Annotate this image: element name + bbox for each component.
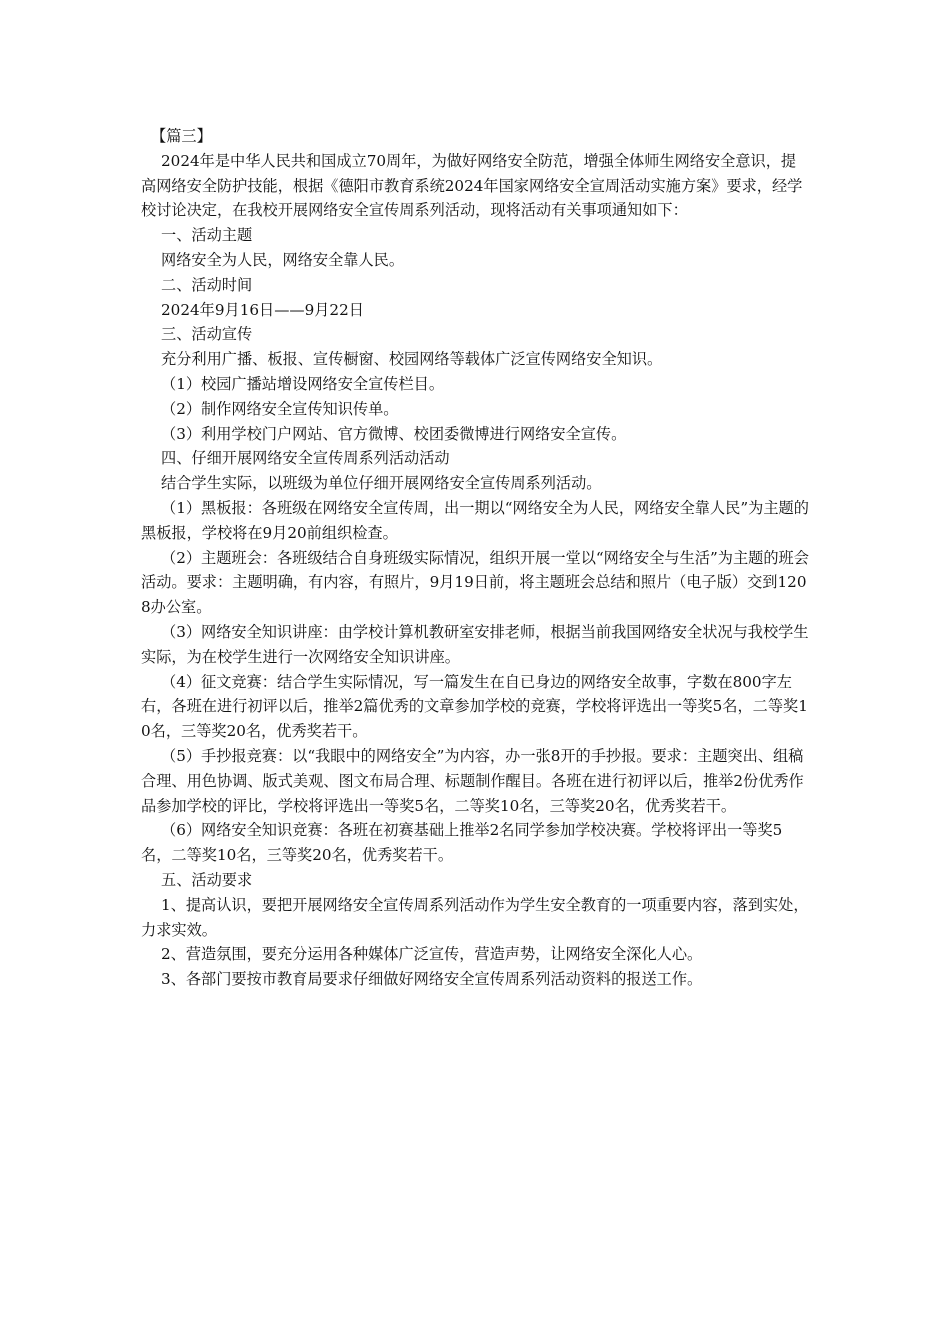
section-heading-time: 二、活动时间 [161,275,253,294]
activities-text: 结合学生实际，以班级为单位仔细开展网络安全宣传周系列活动。 [161,474,602,493]
activity-item: （6）网络安全知识竞赛：各班在初赛基础上推举2名同学参加学校决赛。学校将评出一等奖5名，二等奖10名，三等奖20名，优秀奖若干。 [141,821,783,865]
section-heading-requirements: 五、活动要求 [161,870,253,889]
section-heading-theme: 一、活动主题 [161,226,253,245]
section-heading-activities: 四、仔细开展网络安全宣传周系列活动活动 [161,449,450,468]
activity-item: （3）网络安全知识讲座：由学校计算机教研室安排老师，根据当前我国网络安全状况与我校学生实际，为在校学生进行一次网络安全知识讲座。 [141,622,809,666]
publicity-text: 充分利用广播、板报、宣传橱窗、校园网络等载体广泛宣传网络安全知识。 [161,350,663,369]
time-text: 2024年9月16日——9月22日 [161,300,364,319]
activity-item: （4）征文竞赛：结合学生实际情况，写一篇发生在自已身边的网络安全故事，字数在800字左右，各班在进行初评以后，推举2篇优秀的文章参加学校的竞赛，学校将评选出一等奖5名，二等奖10名，三等奖20名，优秀奖若干。 [141,672,808,741]
requirement-item: 3、各部门要按市教育局要求仔细做好网络安全宣传周系列活动资料的报送工作。 [161,970,703,989]
publicity-item: （1）校园广播站增设网络安全宣传栏目。 [161,374,445,393]
intro-paragraph: 2024年是中华人民共和国成立70周年，为做好网络安全防范，增强全体师生网络安全意识，提高网络安全防护技能，根据《德阳市教育系统2024年国家网络安全宣周活动实施方案》要求，经学校讨论决定，在我校开展网络安全宣传周系列活动，现将活动有关事项通知如下： [141,151,803,220]
activity-item: （2）主题班会：各班级结合自身班级实际情况，组织开展一堂以“网络安全与生活”为主题的班会活动。要求：主题明确，有内容，有照片，9月19日前，将主题班会总结和照片（电子版）交到1208办公室。 [141,548,809,617]
requirement-item: 1、提高认识，要把开展网络安全宣传周系列活动作为学生安全教育的一项重要内容，落到实处，力求实效。 [141,895,809,939]
document-title: 【篇三】 [151,127,212,145]
document-body [141,124,811,992]
requirement-item: 2、营造氛围，要充分运用各种媒体广泛宣传，营造声势，让网络安全深化人心。 [161,945,703,964]
publicity-item: （3）利用学校门户网站、官方微博、校团委微博进行网络安全宣传。 [161,424,627,443]
publicity-item: （2）制作网络安全宣传知识传单。 [161,399,399,418]
section-heading-publicity: 三、活动宣传 [161,325,253,344]
activity-item: （5）手抄报竞赛：以“我眼中的网络安全”为内容，办一张8开的手抄报。要求：主题突出、组稿合理、用色协调、版式美观、图文布局合理、标题制作醒目。各班在进行初评以后，推举2份优秀作品参加学校的评比，学校将评选出一等奖5名，二等奖10名，三等奖20名，优秀奖若干。 [141,746,804,815]
activity-item: （1）黑板报：各班级在网络安全宣传周，出一期以“网络安全为人民，网络安全靠人民”为主题的黑板报，学校将在9月20前组织检查。 [141,498,809,542]
theme-text: 网络安全为人民，网络安全靠人民。 [161,250,404,269]
